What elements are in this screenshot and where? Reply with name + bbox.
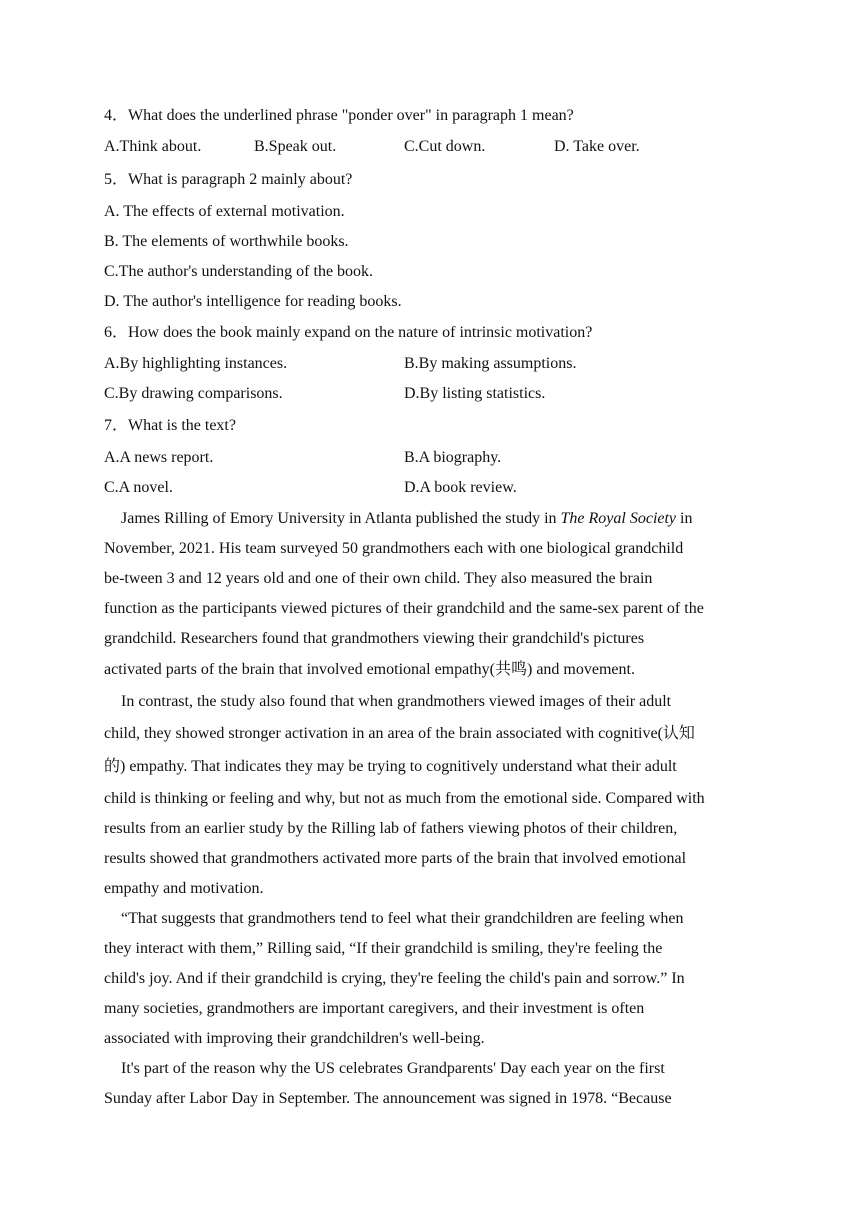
q4-option-c: C.Cut down. (404, 138, 486, 155)
q7-option-b: B.A biography. (404, 449, 502, 466)
passage-p4-line-2: Sunday after Labor Day in September. The announcement was signed in 1978. “Because (104, 1090, 672, 1107)
passage-p2-line-7: empathy and motivation. (104, 880, 264, 897)
p1-text-a: James Rilling of Emory University in Atlanta published the study in (121, 510, 561, 527)
passage-p3-line-2: they interact with them,” Rilling said, “If their grandchild is smiling, they're feeling the (104, 940, 663, 957)
q5-option-d: D. The author's intelligence for reading books. (104, 293, 402, 310)
passage-p2-line-6: results showed that grandmothers activated more parts of the brain that involved emotional (104, 850, 687, 867)
q6-option-a: A.By highlighting instances. (104, 355, 288, 372)
passage-p3-line-1: “That suggests that grandmothers tend to feel what their grandchildren are feeling when (121, 910, 684, 927)
passage-p1-line-2: November, 2021. His team surveyed 50 grandmothers each with one biological grandchild (104, 540, 684, 557)
journal-title: The Royal Society (560, 510, 677, 527)
q4-option-d: D. Take over. (554, 138, 640, 155)
passage-p3-line-4: many societies, grandmothers are important caregivers, and their investment is often (104, 1000, 645, 1017)
q6-option-c: C.By drawing comparisons. (104, 385, 283, 402)
passage-p1-line-4: function as the participants viewed pictures of their grandchild and the same-sex parent of the (104, 600, 704, 617)
q7-option-a: A.A news report. (104, 449, 214, 466)
passage-p2-line-2: child, they showed stronger activation in an area of the brain associated with cognitive(认知 (104, 725, 695, 742)
question-5-stem: 5．What is paragraph 2 mainly about? (104, 171, 353, 188)
passage-p2-line-4: child is thinking or feeling and why, but not as much from the emotional side. Compared with (104, 790, 705, 807)
passage-p2-line-1: In contrast, the study also found that when grandmothers viewed images of their adult (121, 693, 672, 710)
passage-p2-line-5: results from an earlier study by the Rilling lab of fathers viewing photos of their children, (104, 820, 678, 837)
passage-p1-line-1 (121, 509, 692, 529)
passage-p4-line-1: It's part of the reason why the US celebrates Grandparents' Day each year on the first (121, 1060, 665, 1077)
passage-p1-line-5: grandchild. Researchers found that grandmothers viewing their grandchild's pictures (104, 630, 645, 647)
passage-p2-line-3: 的) empathy. That indicates they may be trying to cognitively understand what their adult (104, 758, 677, 775)
q7-option-d: D.A book review. (404, 479, 517, 496)
q5-option-a: A. The effects of external motivation. (104, 203, 345, 220)
q6-option-b: B.By making assumptions. (404, 355, 577, 372)
question-6-stem: 6．How does the book mainly expand on the nature of intrinsic motivation? (104, 324, 593, 341)
passage-p3-line-5: associated with improving their grandchildren's well-being. (104, 1030, 485, 1047)
q5-option-b: B. The elements of worthwhile books. (104, 233, 349, 250)
passage-p1-line-3: be-tween 3 and 12 years old and one of their own child. They also measured the brain (104, 570, 653, 587)
passage-p3-line-3: child's joy. And if their grandchild is crying, they're feeling the child's pain and sorrow.” In (104, 970, 685, 987)
q7-option-c: C.A novel. (104, 479, 173, 496)
q5-option-c: C.The author's understanding of the book. (104, 263, 374, 280)
passage-p1-line-6: activated parts of the brain that involved emotional empathy(共鸣) and movement. (104, 661, 635, 678)
question-7-stem: 7．What is the text? (104, 417, 236, 434)
q4-option-b: B.Speak out. (254, 138, 337, 155)
q6-option-d: D.By listing statistics. (404, 385, 546, 402)
p1-text-b: in (676, 510, 693, 527)
question-4-stem: 4．What does the underlined phrase "ponder over" in paragraph 1 mean? (104, 107, 574, 124)
q4-option-a: A.Think about. (104, 138, 202, 155)
